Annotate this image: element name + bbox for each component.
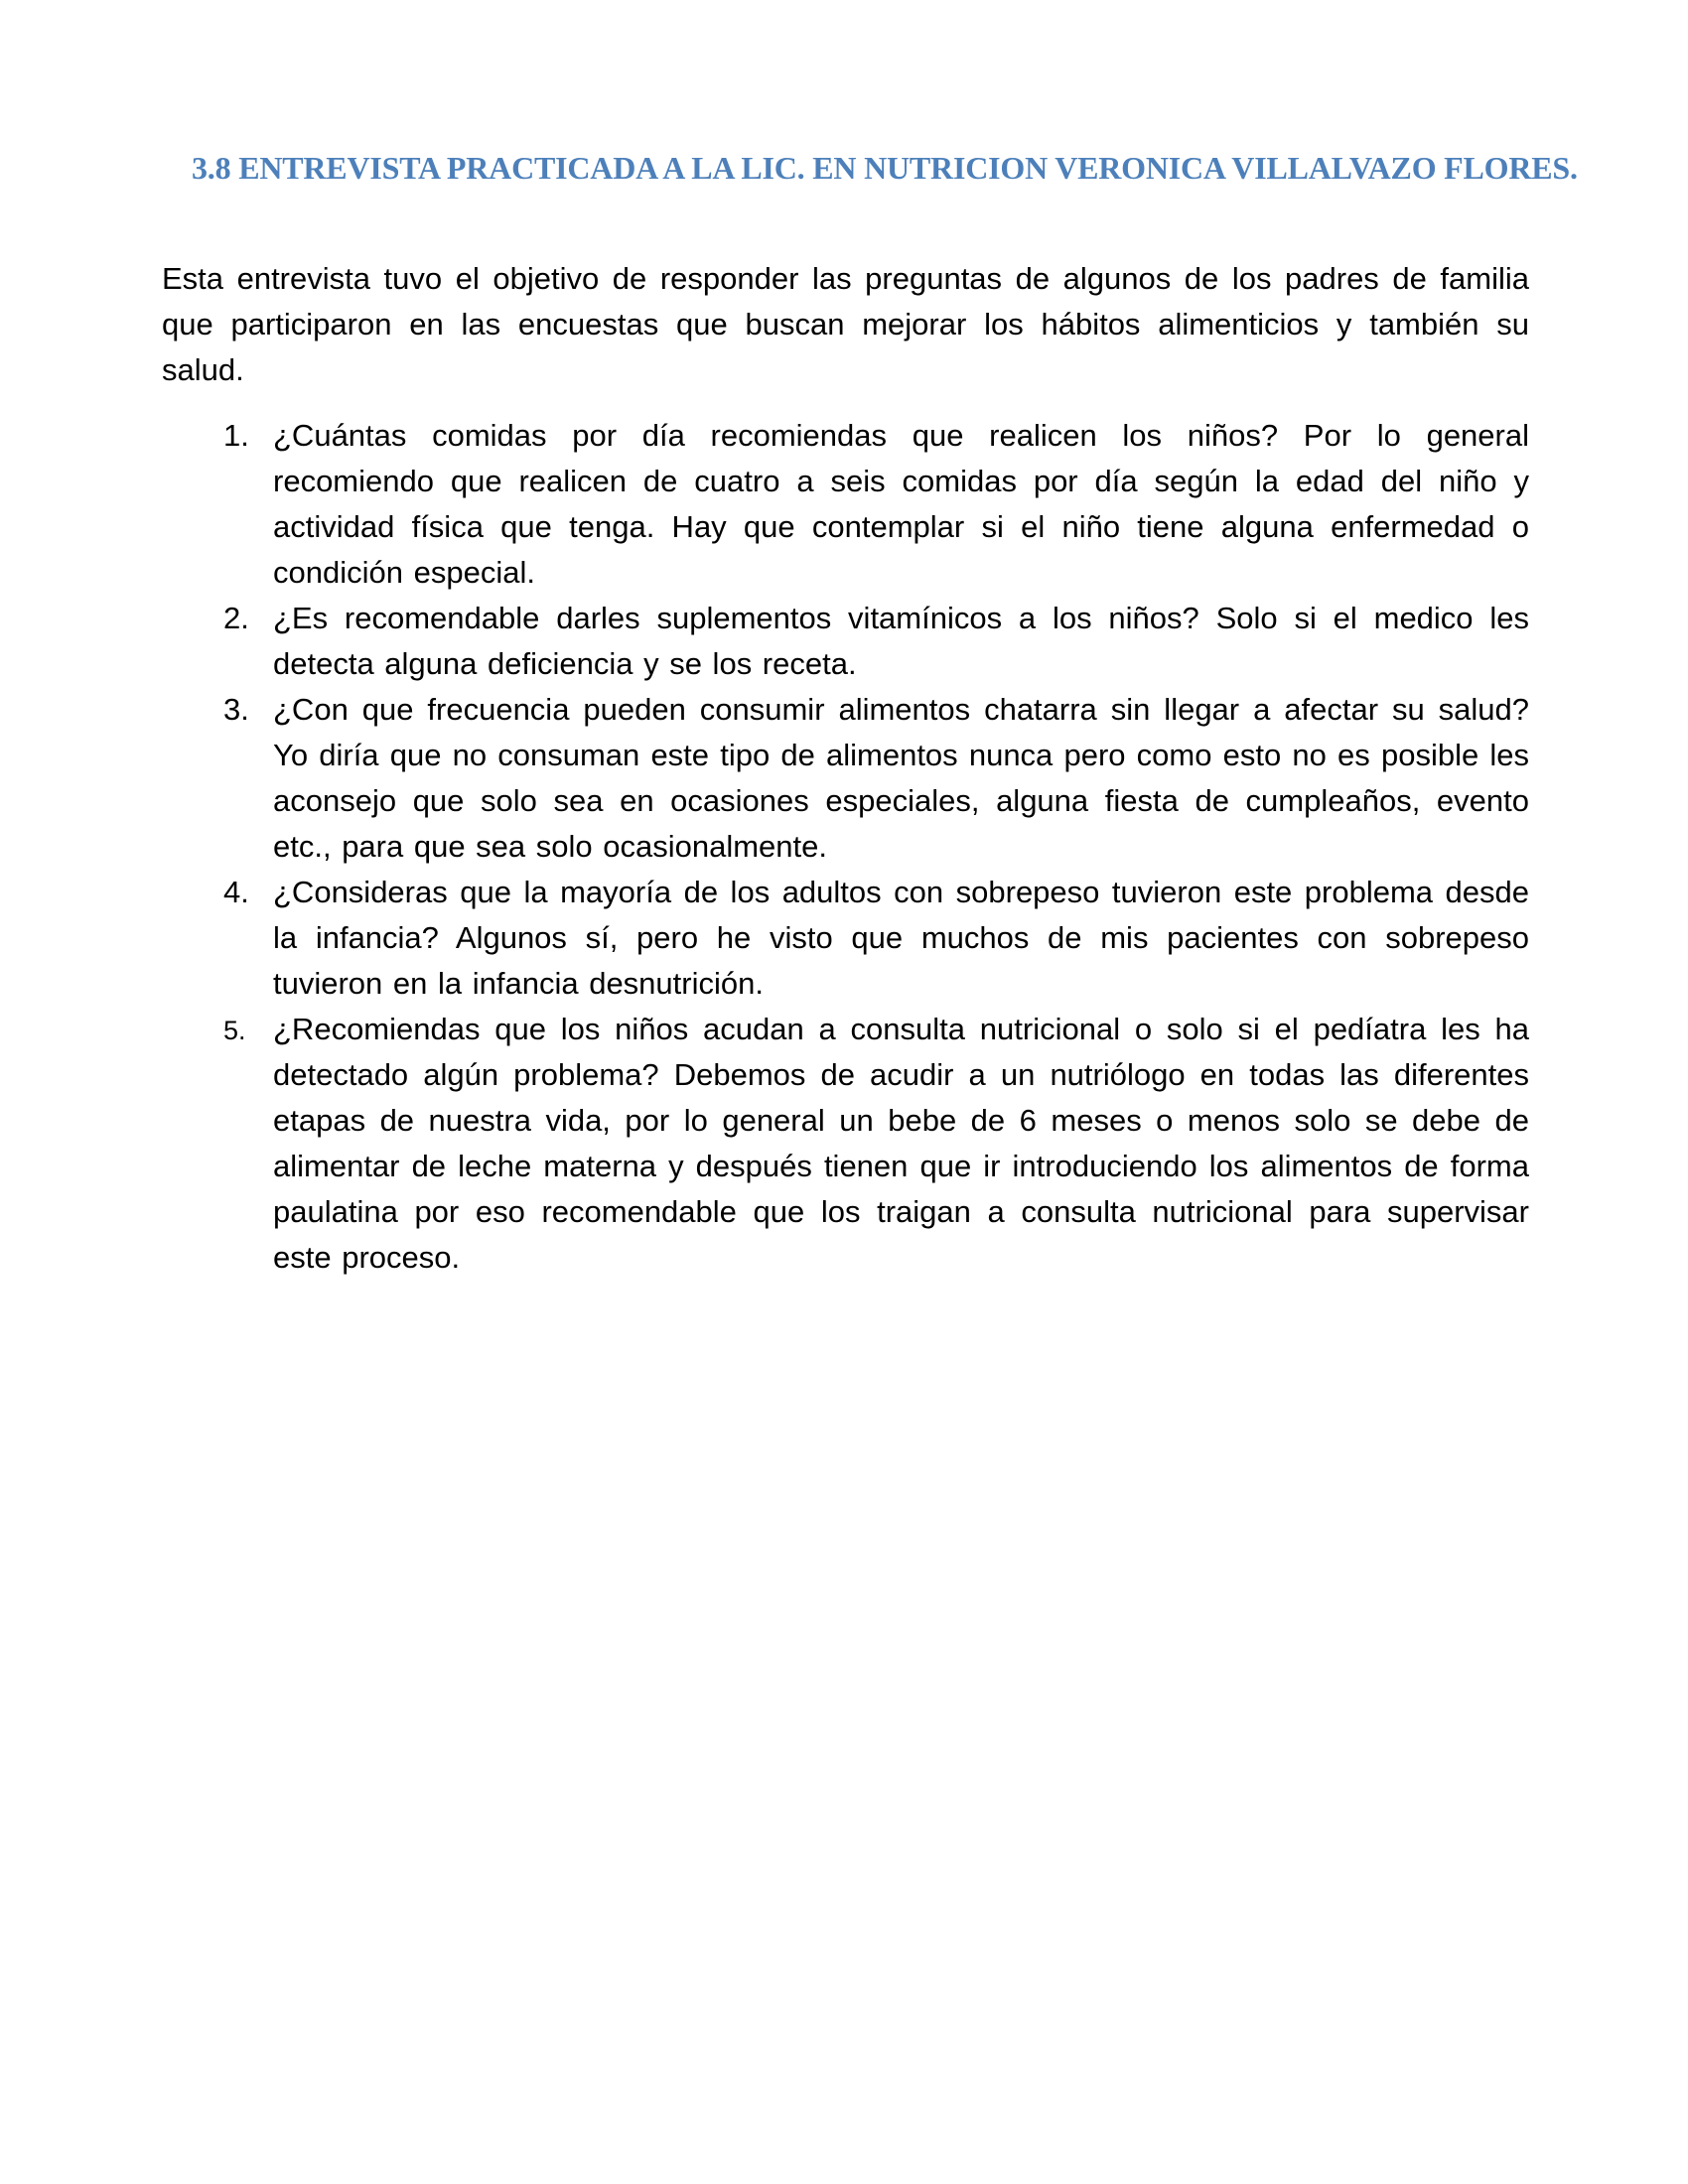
list-item-number: 4. [223, 875, 249, 909]
list-item [162, 1007, 1529, 1281]
list-item-text: ¿Recomiendas que los niños acudan a consulta nutricional o solo si el pedíatra les ha detectado algún problema? Debemos de acudir a un nutriólogo en todas las diferentes etapas de nuestra vida, por lo general un bebe de 6 meses o menos solo se debe de alimentar de leche materna y después tienen que ir introduciendo los alimentos de forma paulatina por eso recomendable que los traigan a consulta nutricional para supervisar este proceso. [273, 1012, 1529, 1275]
list-item [162, 870, 1529, 1007]
list-item-number: 5. [223, 1016, 246, 1045]
list-item [162, 596, 1529, 687]
list-item [162, 413, 1529, 596]
list-item-number: 2. [223, 601, 249, 635]
intro-paragraph: Esta entrevista tuvo el objetivo de responder las preguntas de algunos de los padres de familia que participaron en las encuestas que buscan mejorar los hábitos alimenticios y también su salud. [162, 261, 1529, 387]
list-item-number: 1. [223, 418, 249, 453]
list-item-text: ¿Cuántas comidas por día recomiendas que realicen los niños? Por lo general recomiendo que realicen de cuatro a seis comidas por día según la edad del niño y actividad física que tenga. Hay que contemplar si el niño tiene alguna enfermedad o condición especial. [273, 418, 1529, 590]
list-item-text: ¿Consideras que la mayoría de los adultos con sobrepeso tuvieron este problema desde la infancia? Algunos sí, pero he visto que muchos de mis pacientes con sobrepeso tuvieron en la infancia desnutrición. [273, 875, 1529, 1001]
question-list [162, 413, 1529, 1281]
list-item-text: ¿Es recomendable darles suplementos vitamínicos a los niños? Solo si el medico les detecta alguna deficiencia y se los receta. [273, 601, 1529, 681]
list-item-text: ¿Con que frecuencia pueden consumir alimentos chatarra sin llegar a afectar su salud? Yo diría que no consuman este tipo de alimentos nunca pero como esto no es posible les aconsejo que solo sea en ocasiones especiales, alguna fiesta de cumpleaños, evento etc., para que sea solo ocasionalmente. [273, 692, 1529, 864]
list-item [162, 687, 1529, 870]
section-heading: 3.8 ENTREVISTA PRACTICADA A LA LIC. EN NUTRICION VERONICA VILLALVAZO FLORES. [192, 150, 1578, 186]
list-item-number: 3. [223, 692, 249, 727]
